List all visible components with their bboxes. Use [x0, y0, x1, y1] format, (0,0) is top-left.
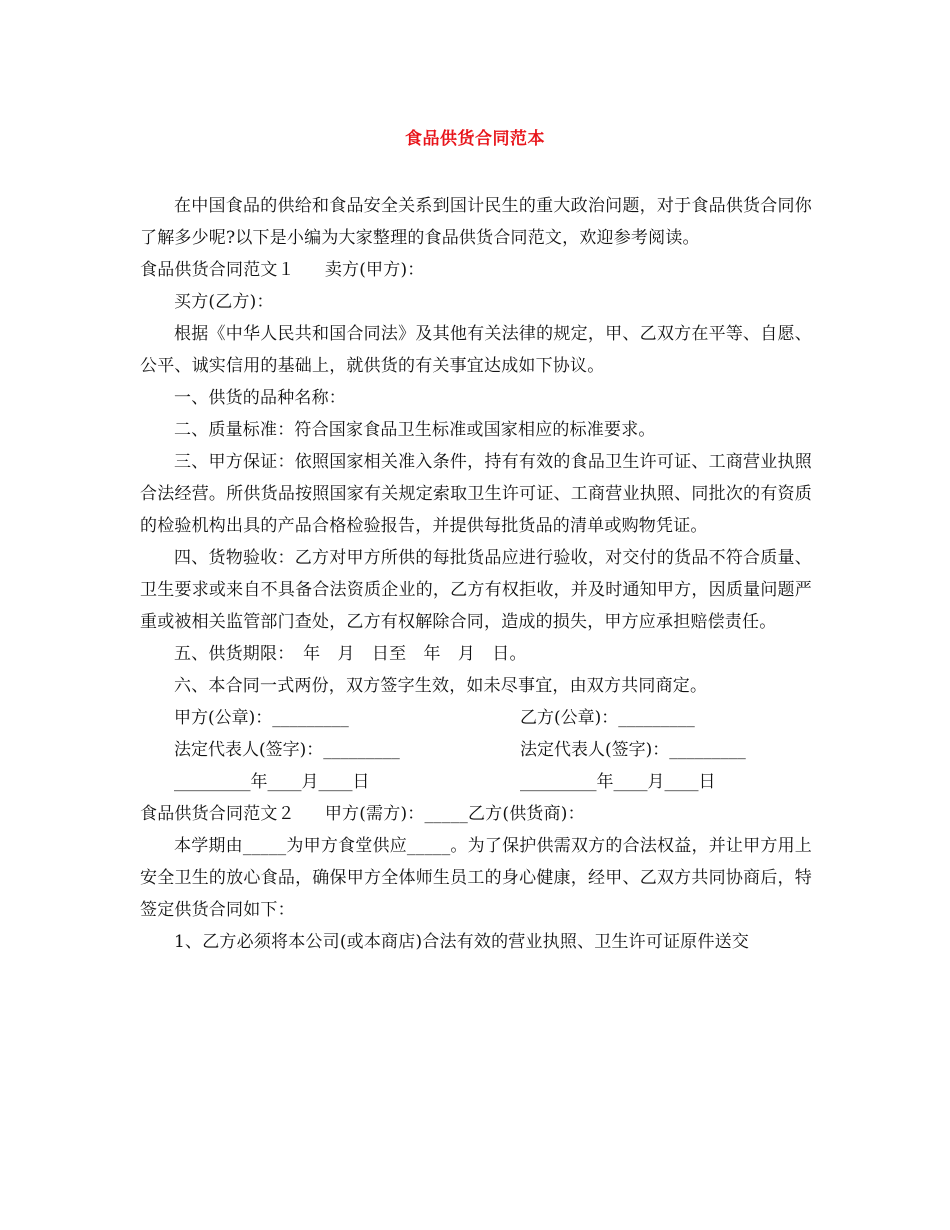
clause-6: 六、本合同一式两份，双方签字生效，如未尽事宜，由双方共同商定。 [174, 676, 708, 696]
document-title: 食品供货合同范本 [405, 129, 545, 149]
sample1-heading-line [140, 254, 812, 286]
sample2-parties: 甲方(需方)：_____乙方(供货商)： [324, 804, 585, 824]
party-a-date: _________年____月____日 [174, 772, 370, 792]
document-body [140, 190, 812, 958]
sample2-clause-1: 1、乙方必须将本公司(或本商店)合法有效的营业执照、卫生许可证原件送交 [174, 932, 750, 952]
clause-2: 二、质量标准：符合国家食品卫生标准或国家相应的标准要求。 [174, 420, 656, 440]
sample1-heading: 食品供货合同范文１ [140, 260, 295, 280]
party-a-seal: 甲方(公章)：_________ [174, 708, 349, 728]
sample2-heading-line [140, 798, 812, 830]
intro-paragraph: 在中国食品的供给和食品安全关系到国计民生的重大政治问题，对于食品供货合同你了解多少呢?以下是小编为大家整理的食品供货合同范文，欢迎参考阅读。 [140, 196, 812, 248]
clause-4: 四、货物验收：乙方对甲方所供的每批货品应进行验收，对交付的货品不符合质量、卫生要求或来自不具备合法资质企业的，乙方有权拒收，并及时通知甲方，因质量问题严重或被相关监管部门查处，乙方有权解除合同，造成的损失，甲方应承担赔偿责任。 [140, 548, 812, 632]
clause-5: 五、供货期限： 年 月 日至 年 月 日。 [174, 644, 527, 664]
sample1-seller: 卖方(甲方)： [324, 260, 425, 280]
signature-row-seal [140, 702, 812, 734]
sample2-intro: 本学期由_____为甲方食堂供应_____。为了保护供需双方的合法权益，并让甲方用上安全卫生的放心食品，确保甲方全体师生员工的身心健康，经甲、乙双方共同协商后，特签定供货合同如下： [140, 836, 812, 920]
party-b-date: _________年____月____日 [520, 772, 716, 792]
sample2-heading: 食品供货合同范文２ [140, 804, 295, 824]
buyer-line: 买方(乙方)： [174, 292, 274, 312]
party-a-representative: 法定代表人(签字)：_________ [174, 740, 400, 760]
signature-row-date [140, 766, 812, 798]
clause-1: 一、供货的品种名称： [174, 388, 346, 408]
clause-3: 三、甲方保证：依照国家相关准入条件，持有有效的食品卫生许可证、工商营业执照合法经营。所供货品按照国家有关规定索取卫生许可证、工商营业执照、同批次的有资质的检验机构出具的产品合格检验报告，并提供每批货品的清单或购物凭证。 [140, 452, 812, 536]
basis-paragraph: 根据《中华人民共和国合同法》及其他有关法律的规定，甲、乙双方在平等、自愿、公平、诚实信用的基础上，就供货的有关事宜达成如下协议。 [140, 324, 812, 376]
party-b-seal: 乙方(公章)：_________ [520, 708, 695, 728]
party-b-representative: 法定代表人(签字)：_________ [520, 740, 746, 760]
signature-row-representative [140, 734, 812, 766]
